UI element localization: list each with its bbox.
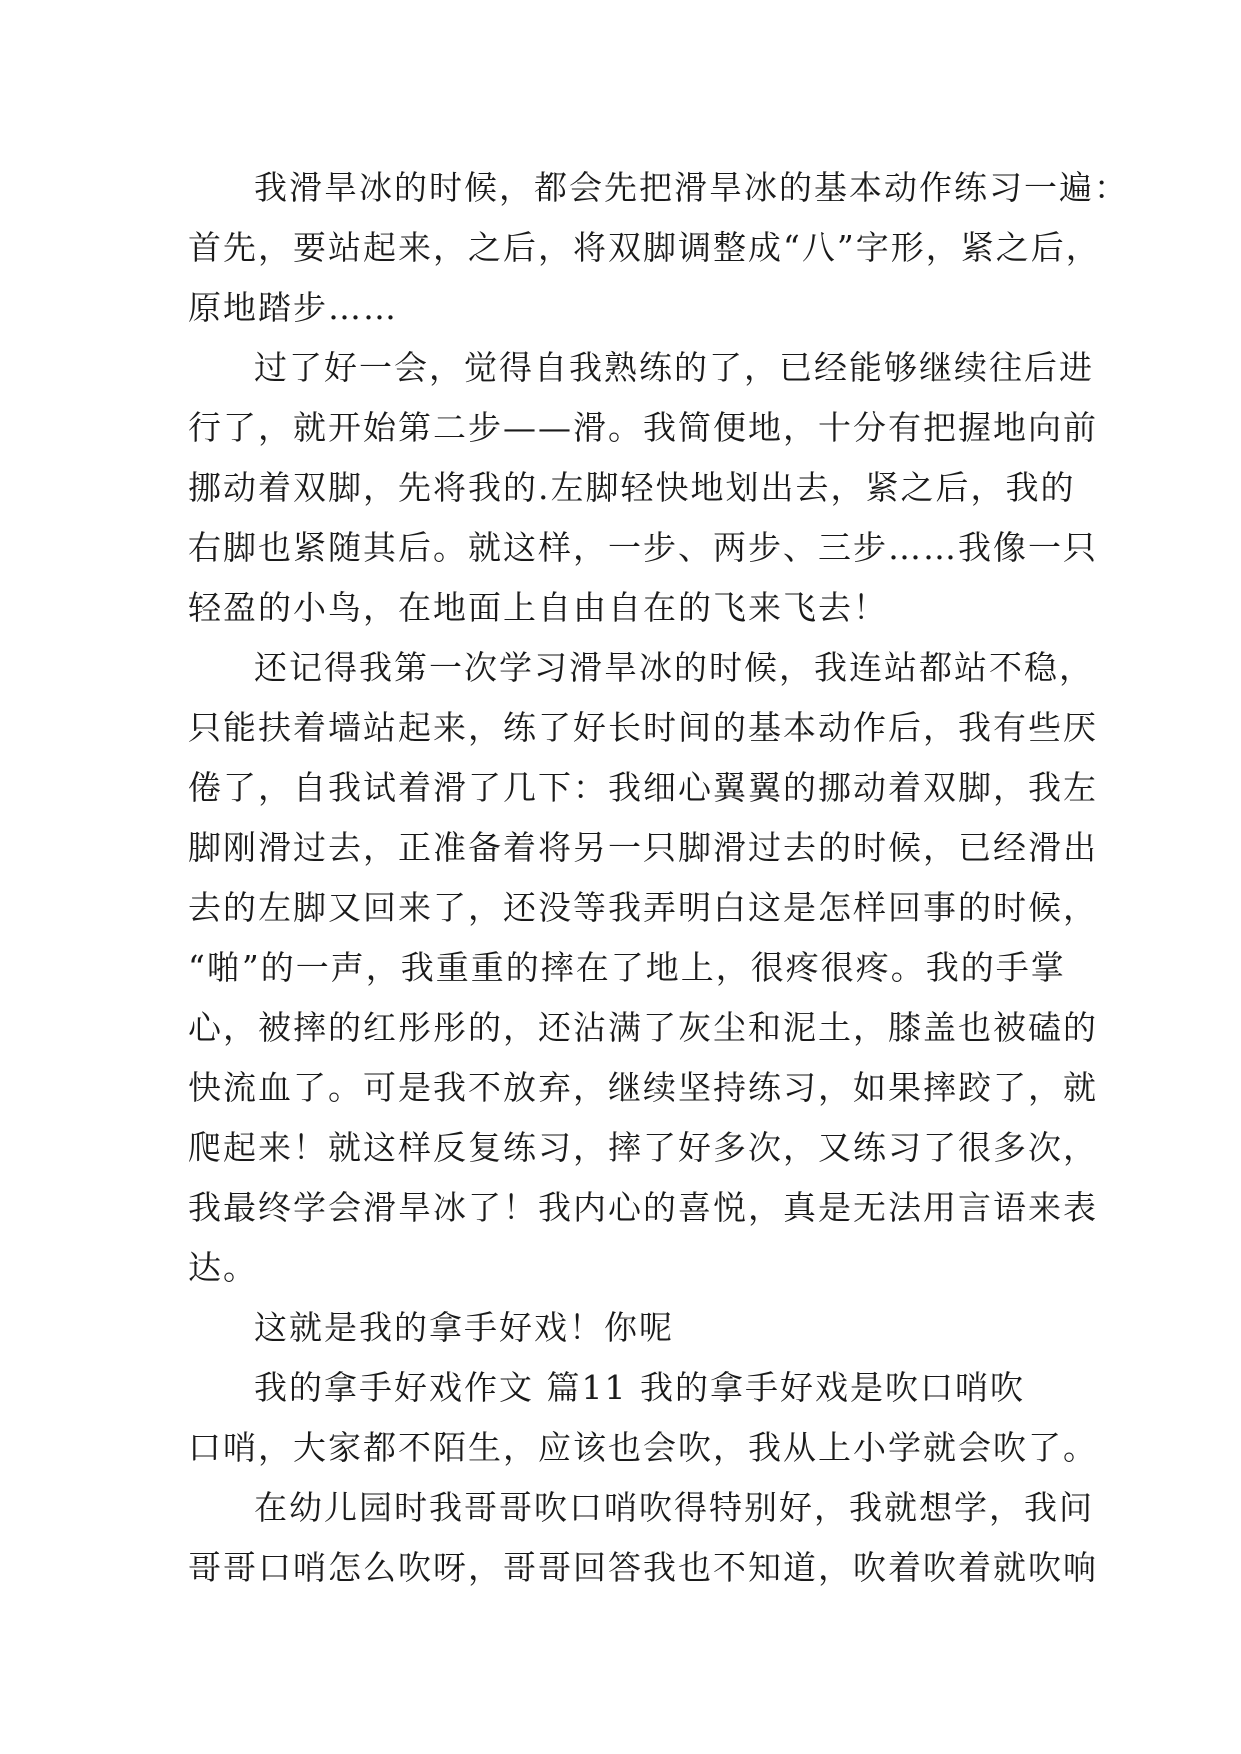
text-line: 脚刚滑过去，正准备着将另一只脚滑过去的时候，已经滑出 xyxy=(188,828,1098,867)
text-line: 这就是我的拿手好戏！你呢 xyxy=(254,1308,674,1347)
text-line: 右脚也紧随其后。就这样，一步、两步、三步……我像一只 xyxy=(188,528,1098,567)
text-line: 行了，就开始第二步——滑。我简便地，十分有把握地向前 xyxy=(188,408,1098,447)
text-line: 爬起来！就这样反复练习，摔了好多次，又练习了很多次， xyxy=(188,1128,1098,1167)
text-line: “啪”的一声，我重重的摔在了地上，很疼很疼。我的手掌 xyxy=(188,948,1066,987)
text-line: 首先，要站起来，之后，将双脚调整成“八”字形，紧之后， xyxy=(188,228,1101,267)
text-line: 去的左脚又回来了，还没等我弄明白这是怎样回事的时候， xyxy=(188,888,1098,927)
text-line: 还记得我第一次学习滑旱冰的时候，我连站都站不稳， xyxy=(254,648,1094,687)
text-line: 挪动着双脚，先将我的.左脚轻快地划出去，紧之后，我的 xyxy=(188,468,1076,507)
text-line: 原地踏步…… xyxy=(188,288,398,327)
text-line: 心，被摔的红彤彤的，还沾满了灰尘和泥土，膝盖也被磕的 xyxy=(188,1008,1098,1047)
text-line: 在幼儿园时我哥哥吹口哨吹得特别好，我就想学，我问 xyxy=(254,1488,1094,1527)
text-line: 过了好一会，觉得自我熟练的了，已经能够继续往后进 xyxy=(254,348,1094,387)
text-line: 只能扶着墙站起来，练了好长时间的基本动作后，我有些厌 xyxy=(188,708,1098,747)
text-line: 倦了，自我试着滑了几下：我细心翼翼的挪动着双脚，我左 xyxy=(188,768,1098,807)
text-line: 口哨，大家都不陌生，应该也会吹，我从上小学就会吹了。 xyxy=(188,1428,1098,1467)
text-line: 哥哥口哨怎么吹呀，哥哥回答我也不知道，吹着吹着就吹响 xyxy=(188,1548,1098,1587)
text-line: 轻盈的小鸟，在地面上自由自在的飞来飞去！ xyxy=(188,588,888,627)
text-line: 达。 xyxy=(188,1248,258,1287)
text-line: 快流血了。可是我不放弃，继续坚持练习，如果摔跤了，就 xyxy=(188,1068,1098,1107)
text-line: 我滑旱冰的时候，都会先把滑旱冰的基本动作练习一遍： xyxy=(254,168,1129,207)
essay-body xyxy=(188,158,1129,1598)
essay-heading-line: 我的拿手好戏作文 篇11 我的拿手好戏是吹口哨吹 xyxy=(254,1368,1025,1407)
text-line: 我最终学会滑旱冰了！我内心的喜悦，真是无法用言语来表 xyxy=(188,1188,1098,1227)
